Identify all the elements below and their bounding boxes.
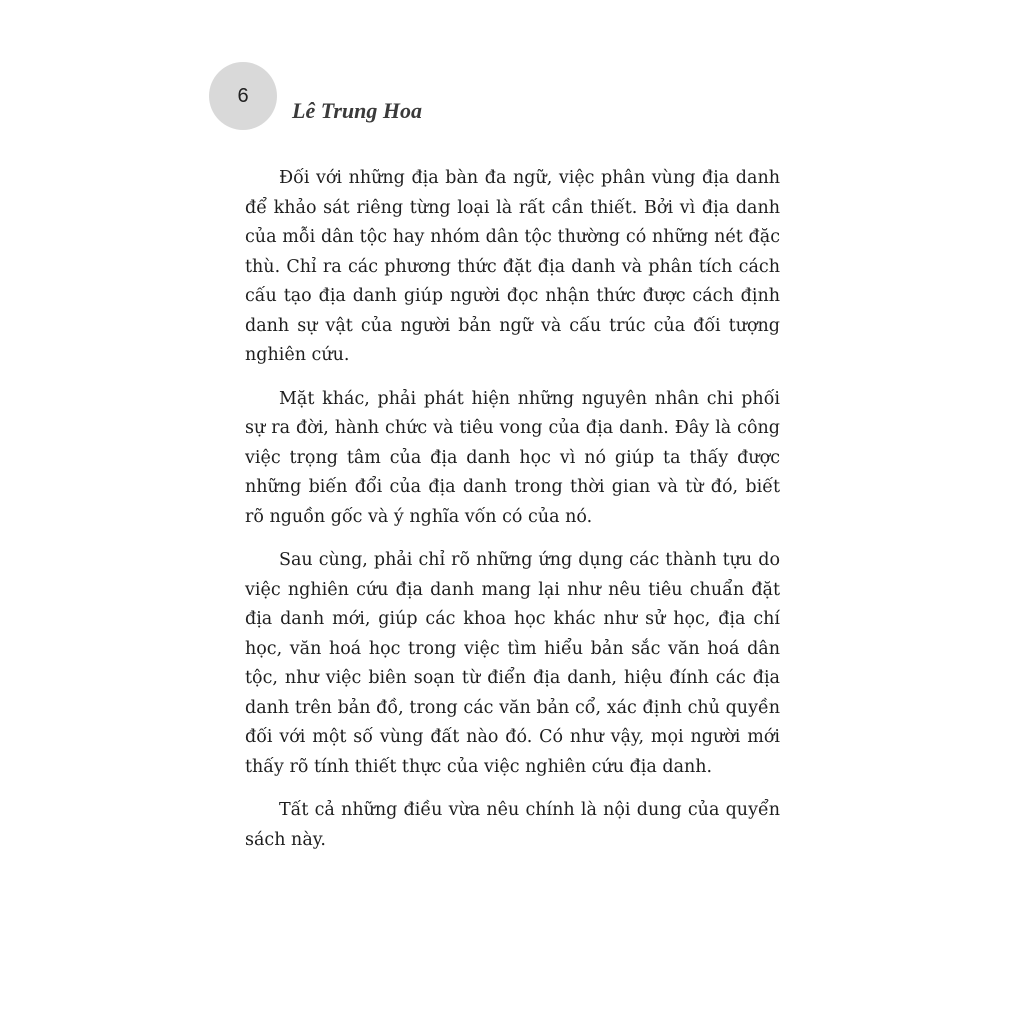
- page-number: 6: [237, 85, 249, 107]
- paragraph: Mặt khác, phải phát hiện những nguyên nhân chi phối sự ra đời, hành chức và tiêu vong của địa danh. Đây là công việc trọng tâm của địa danh học vì nó giúp ta thấy được những biến đổi của địa danh trong thời gian và từ đó, biết rõ nguồn gốc và ý nghĩa vốn có của nó.: [245, 388, 780, 527]
- paragraph: Sau cùng, phải chỉ rõ những ứng dụng các thành tựu do việc nghiên cứu địa danh mang lại như nêu tiêu chuẩn đặt địa danh mới, giúp các khoa học khác như sử học, địa chí học, văn hoá học trong việc tìm hiểu bản sắc văn hoá dân tộc, như việc biên soạn từ điển địa danh, hiệu đính các địa danh trên bản đồ, trong các văn bản cổ, xác định chủ quyền đối với một số vùng đất nào đó. Có như vậy, mọi người mới thấy rõ tính thiết thực của việc nghiên cứu địa danh.: [245, 550, 780, 777]
- body-text: [245, 164, 780, 869]
- paragraph: Đối với những địa bàn đa ngữ, việc phân vùng địa danh để khảo sát riêng từng loại là rất cần thiết. Bởi vì địa danh của mỗi dân tộc hay nhóm dân tộc thường có những nét đặc thù. Chỉ ra các phương thức đặt địa danh và phân tích cách cấu tạo địa danh giúp người đọc nhận thức được cách định danh sự vật của người bản ngữ và cấu trúc của đối tượng nghiên cứu.: [245, 168, 780, 365]
- running-head-author: Lê Trung Hoa: [292, 98, 422, 123]
- paragraph: Tất cả những điều vừa nêu chính là nội dung của quyển sách này.: [245, 800, 780, 850]
